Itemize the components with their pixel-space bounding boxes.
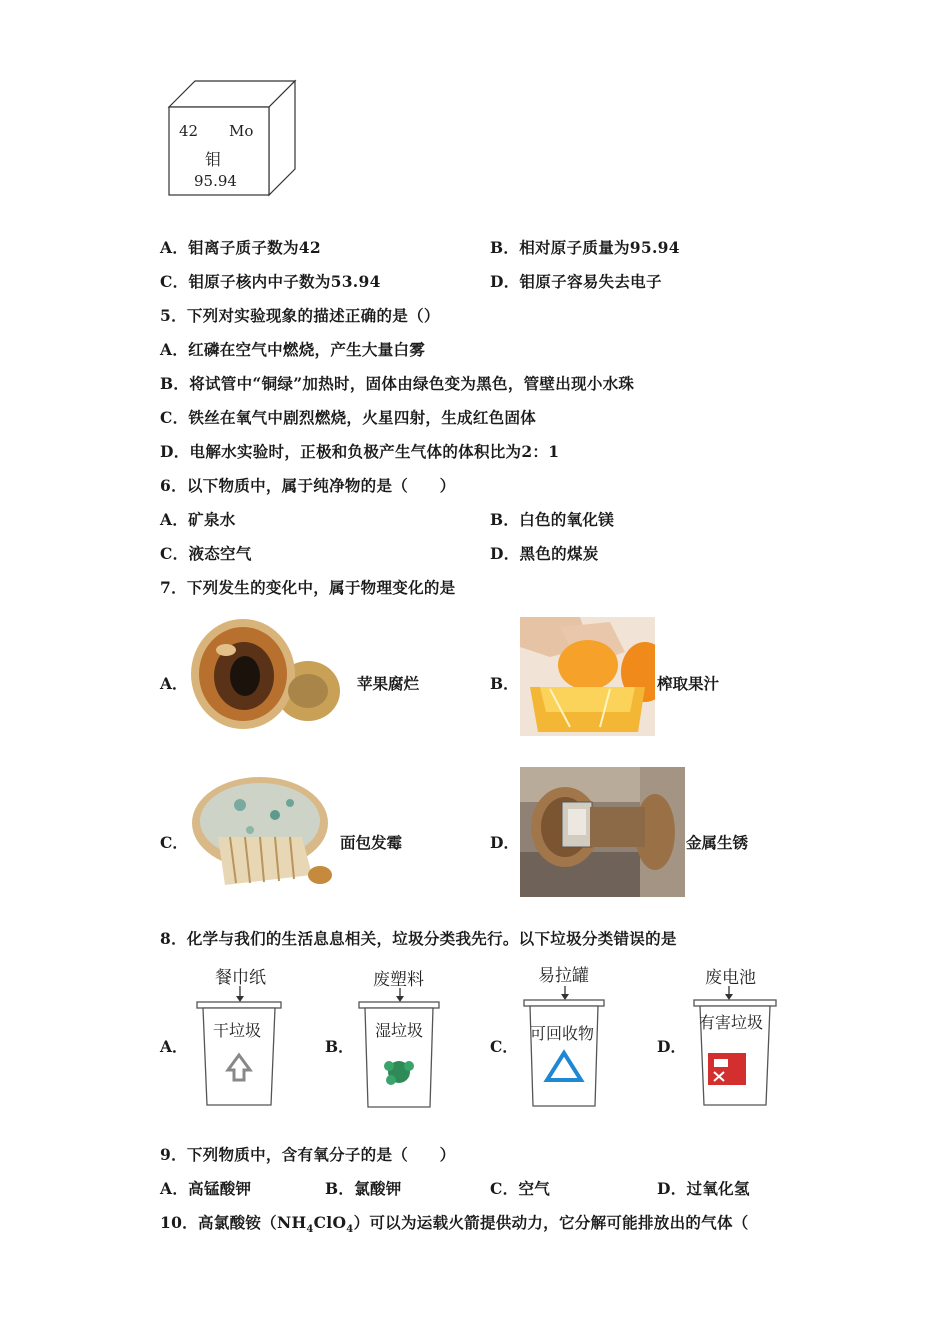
q9-option-d: D．过氧化氢	[657, 1179, 750, 1198]
q4-option-b: B．相对原子质量为95.94	[490, 238, 680, 257]
q6-option-d: D．黑色的煤炭	[490, 544, 599, 563]
bin-c	[520, 958, 610, 1110]
juicing-photo	[520, 617, 655, 736]
element-card	[165, 78, 299, 198]
q6-option-a: A．矿泉水	[160, 510, 236, 529]
q7-option-a-label: A．	[160, 674, 188, 693]
q9-stem: 9．下列物质中，含有氧分子的是（ ）	[160, 1145, 456, 1164]
q4-option-a: A．钼离子质子数为42	[160, 238, 321, 257]
q7-option-c-caption: 面包发霉	[340, 833, 403, 852]
bin-b-item: 废塑料	[373, 970, 424, 990]
q6-option-c: C．液态空气	[160, 544, 252, 563]
element-symbol: Mo	[229, 122, 254, 140]
q5-option-a: A．红磷在空气中燃烧，产生大量白雾	[160, 340, 426, 359]
q8-option-b-label: B．	[325, 1037, 354, 1056]
q5-stem: 5．下列对实验现象的描述正确的是（）	[160, 306, 440, 325]
rusted-metal-photo	[520, 767, 685, 897]
q5-option-c: C．铁丝在氧气中剧烈燃烧，火星四射，生成红色固体	[160, 408, 537, 427]
q7-option-d-caption: 金属生锈	[686, 833, 749, 852]
q9-option-c: C．空气	[490, 1179, 551, 1198]
rotten-apple-photo	[188, 616, 340, 730]
q7-option-b-caption: 榨取果汁	[657, 674, 720, 693]
q9-option-b: B．氯酸钾	[325, 1179, 402, 1198]
bin-d-item: 废电池	[705, 968, 756, 988]
moldy-bread-photo	[190, 775, 332, 895]
bin-a-name: 干垃圾	[213, 1021, 262, 1040]
bin-a-item: 餐巾纸	[215, 968, 266, 988]
q8-stem: 8．化学与我们的生活息息相关，垃圾分类我先行。以下垃圾分类错误的是	[160, 929, 677, 948]
q10-stem: 10．高氯酸铵$(NH_4ClO_4)$可以为运载火箭提供动力，它分解可能排放出的气体（	[160, 1213, 749, 1236]
q5-option-b: B．将试管中“铜绿”加热时，固体由绿色变为黑色，管壁出现小水珠	[160, 374, 635, 393]
q6-option-b: B．白色的氧化镁	[490, 510, 615, 529]
q4-option-c: C．钼原子核内中子数为53.94	[160, 272, 381, 291]
q8-option-c-label: C．	[490, 1037, 518, 1056]
q4-option-d: D．钼原子容易失去电子	[490, 272, 662, 291]
q8-option-d-label: D．	[657, 1037, 686, 1056]
q7-option-a-caption: 苹果腐烂	[357, 674, 420, 693]
bin-d-graphic	[692, 960, 782, 1110]
q7-option-d-label: D．	[490, 833, 519, 852]
bin-d	[692, 960, 782, 1110]
bin-d-name: 有害垃圾	[699, 1013, 764, 1032]
q7-option-c-label: C．	[160, 833, 188, 852]
element-name: 钼	[205, 150, 222, 169]
q5-option-d: D．电解水实验时，正极和负极产生气体的体积比为2：1	[160, 442, 560, 461]
element-mass: 95.94	[194, 172, 237, 190]
q6-stem: 6．以下物质中，属于纯净物的是（ ）	[160, 476, 456, 495]
element-number: 42	[179, 122, 199, 140]
bin-a	[193, 960, 283, 1110]
q9-option-a: A．高锰酸钾	[160, 1179, 252, 1198]
bin-b-name: 湿垃圾	[375, 1021, 424, 1040]
q7-option-b-label: B．	[490, 674, 519, 693]
bin-c-item: 易拉罐	[538, 966, 589, 986]
bin-b	[355, 962, 445, 1112]
q8-option-a-label: A．	[160, 1037, 188, 1056]
q7-stem: 7．下列发生的变化中，属于物理变化的是	[160, 578, 456, 597]
bin-c-name: 可回收物	[530, 1024, 595, 1043]
